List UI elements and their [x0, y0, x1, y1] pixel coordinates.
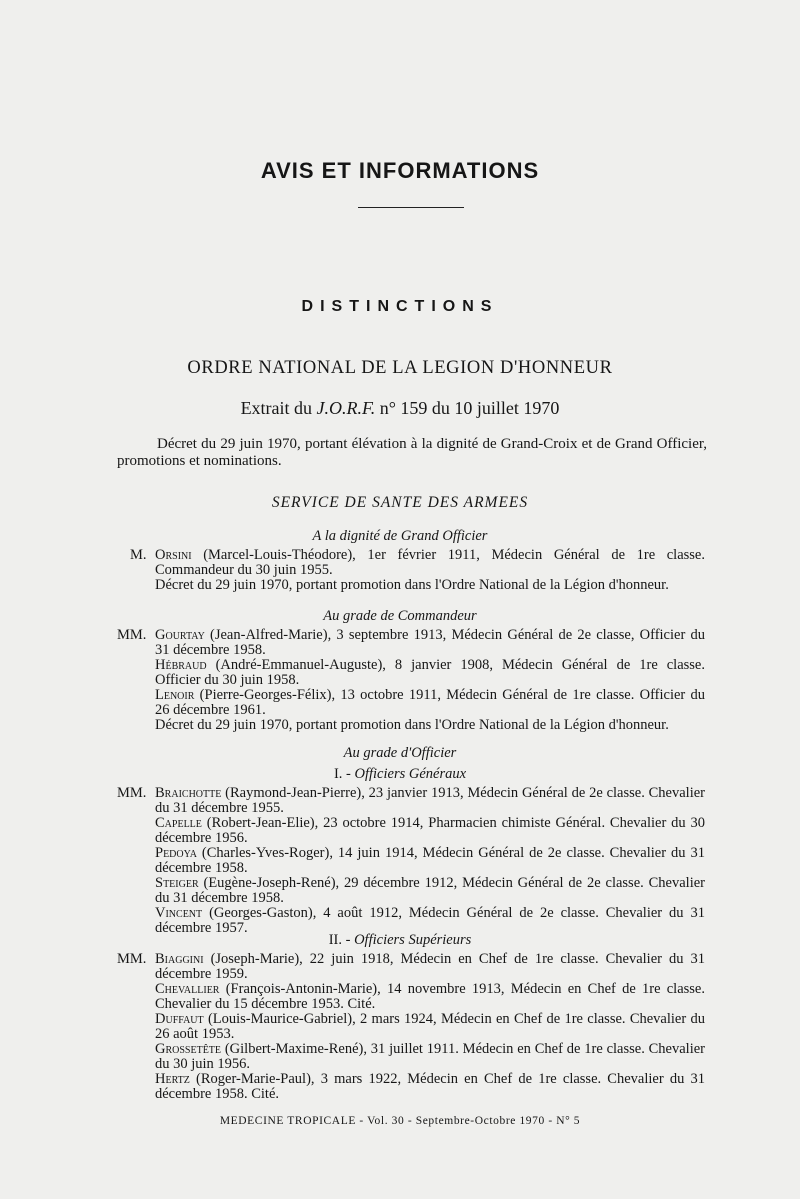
service-heading: SERVICE DE SANTE DES ARMEES [271, 494, 529, 511]
subheading-number: II. - [328, 932, 355, 948]
person-details: (Eugène-Joseph-René), 29 décembre 1912, Médecin Général de 2e classe. Chevalier du 31 décembre 1958. [155, 875, 705, 906]
person-details: (Joseph-Marie), 22 juin 1918, Médecin en Chef de 1re classe. Chevalier du 31 décembre 1959. [155, 951, 705, 982]
person-details: (Marcel-Louis-Théodore), 1er février 1911, Médecin Général de 1re classe. Commandeur du 30 juin 1955. [155, 547, 705, 578]
list-item [155, 548, 705, 578]
extract-suffix: n° 159 du 10 juillet 1970 [375, 398, 560, 418]
person-name: Grossetête [155, 1041, 222, 1057]
list-item [155, 816, 705, 846]
list-item [155, 786, 705, 816]
list-item [155, 1072, 705, 1102]
decree-text: Décret du 29 juin 1970, portant promotion dans l'Ordre National de la Légion d'honneur. [155, 577, 669, 593]
extract-line [0, 398, 800, 419]
subheading-text: Officiers Supérieurs [354, 932, 472, 948]
list-item [155, 658, 705, 688]
entry-prefix: MM. [117, 785, 147, 801]
entry-prefix: M. [130, 547, 147, 563]
order-title: ORDRE NATIONAL DE LA LEGION D'HONNEUR [187, 358, 613, 378]
person-name: Steiger [155, 875, 199, 891]
page-title: AVIS ET INFORMATIONS [260, 158, 540, 183]
person-details: (Robert-Jean-Elie), 23 octobre 1914, Pharmacien chimiste Général. Chevalier du 30 décembre 1956. [155, 815, 705, 846]
extract-prefix: Extrait du [240, 398, 317, 418]
person-details: (Louis-Maurice-Gabriel), 2 mars 1924, Médecin en Chef de 1re classe. Chevalier du 26 août 1953. [155, 1011, 705, 1042]
subheading-text: Officiers Généraux [354, 766, 467, 782]
person-name: Orsini [155, 547, 192, 563]
subheading-superieurs [0, 932, 800, 949]
list-item [155, 982, 705, 1012]
person-name: Hébraud [155, 657, 207, 673]
entry-prefix: MM. [117, 627, 147, 643]
person-details: (François-Antonin-Marie), 14 novembre 1913, Médecin en Chef de 1re classe. Chevalier du 15 décembre 1953. Cité. [155, 981, 705, 1012]
person-name: Duffaut [155, 1011, 204, 1027]
list-item [155, 688, 705, 718]
heading-officier: Au grade d'Officier [343, 745, 457, 761]
list-item [155, 846, 705, 876]
person-details: (André-Emmanuel-Auguste), 8 janvier 1908, Médecin Général de 1re classe. Officier du 30 juin 1958. [155, 657, 705, 688]
person-name: Hertz [155, 1071, 190, 1087]
decree-text: Décret du 29 juin 1970, portant promotion dans l'Ordre National de la Légion d'honneur. [155, 717, 669, 733]
heading-grand-officier: A la dignité de Grand Officier [312, 528, 488, 544]
person-name: Biaggini [155, 951, 204, 967]
entry-prefix: MM. [117, 951, 147, 967]
person-name: Lenoir [155, 687, 195, 703]
section-title: DISTINCTIONS [301, 298, 499, 315]
person-name: Gourtay [155, 627, 205, 643]
person-details: (Gilbert-Maxime-René), 31 juillet 1911. Médecin en Chef de 1re classe. Chevalier du 30 juin 1956. [155, 1041, 705, 1072]
person-name: Braichotte [155, 785, 222, 801]
person-name: Vincent [155, 905, 203, 921]
person-details: (Roger-Marie-Paul), 3 mars 1922, Médecin en Chef de 1re classe. Chevalier du 31 décembre 1958. Cité. [155, 1071, 705, 1102]
subheading-number: I. - [333, 766, 355, 782]
subheading-generaux [0, 766, 800, 783]
person-details: (Georges-Gaston), 4 août 1912, Médecin Général de 2e classe. Chevalier du 31 décembre 1957. [155, 905, 705, 936]
list-item [155, 1012, 705, 1042]
person-name: Pedoya [155, 845, 197, 861]
list-item [155, 628, 705, 658]
person-details: (Jean-Alfred-Marie), 3 septembre 1913, Médecin Général de 2e classe, Officier du 31 décembre 1958. [155, 627, 705, 658]
person-name: Capelle [155, 815, 202, 831]
list-item [155, 952, 705, 982]
list-item [155, 876, 705, 906]
extract-journal: J.O.R.F. [316, 398, 376, 418]
person-name: Chevallier [155, 981, 220, 997]
person-details: (Pierre-Georges-Félix), 13 octobre 1911, Médecin Général de 1re classe. Officier du 26 décembre 1961. [155, 687, 705, 718]
decree-intro: Décret du 29 juin 1970, portant élévation à la dignité de Grand-Croix et de Grand Officier, promotions et nominations. [117, 436, 707, 469]
person-details: (Charles-Yves-Roger), 14 juin 1914, Médecin Général de 2e classe. Chevalier du 31 décembre 1958. [155, 845, 705, 876]
heading-commandeur: Au grade de Commandeur [323, 608, 477, 624]
title-rule [358, 207, 464, 208]
list-item [155, 1042, 705, 1072]
page-footer: MEDECINE TROPICALE - Vol. 30 - Septembre-Octobre 1970 - N° 5 [219, 1115, 581, 1127]
person-details: (Raymond-Jean-Pierre), 23 janvier 1913, Médecin Général de 2e classe. Chevalier du 31 décembre 1955. [155, 785, 705, 816]
